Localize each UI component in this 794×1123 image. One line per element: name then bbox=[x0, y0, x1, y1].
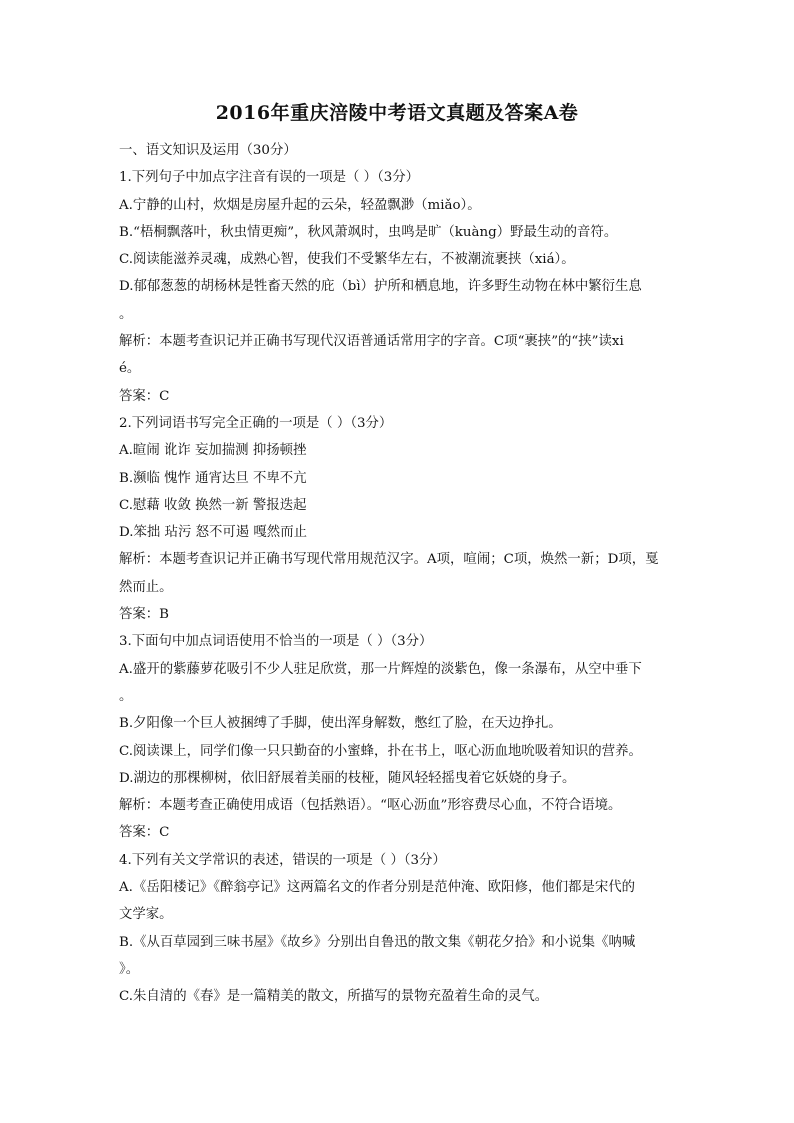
q4-option-c: C.朱自清的《春》是一篇精美的散文，所描写的景物充盈着生命的灵气。 bbox=[119, 989, 549, 1005]
q4-option-a: A.《岳阳楼记》《醉翁亭记》这两篇名文的作者分别是范仲淹、欧阳修，他们都是宋代的 bbox=[119, 880, 636, 896]
q3-option-b: B.夕阳像一个巨人被捆缚了手脚，使出浑身解数，憋红了脸，在天边挣扎。 bbox=[119, 716, 562, 732]
q3-option-d: D.湖边的那棵柳树，依旧舒展着美丽的枝桠，随风轻轻摇曳着它妖娆的身子。 bbox=[119, 770, 576, 786]
q2-analysis-continued: 然而止。 bbox=[119, 579, 173, 595]
q1-answer: 答案：C bbox=[119, 388, 170, 404]
q1-option-c: C.阅读能滋养灵魂，成熟心智，使我们不受繁华左右，不被潮流裹挟（xiá）。 bbox=[119, 252, 575, 268]
q3-option-a: A.盛开的紫藤萝花吸引不少人驻足欣赏，那一片辉煌的淡紫色，像一条瀑布，从空中垂下 bbox=[119, 661, 642, 677]
q2-option-a: A.暄闹 讹诈 妄加揣测 抑扬顿挫 bbox=[119, 443, 307, 459]
q3-option-c: C.阅读课上，同学们像一只只勤奋的小蜜蜂，扑在书上，呕心沥血地吮吸着知识的营养。 bbox=[119, 743, 642, 759]
q1-analysis-continued: é。 bbox=[119, 361, 141, 377]
q1-option-a: A.宁静的山村，炊烟是房屋升起的云朵，轻盈飘渺（miǎo）。 bbox=[119, 197, 481, 213]
q1-analysis: 解析：本题考查识记并正确书写现代汉语普通话常用字的字音。C项“裹挟”的“挟”读xi bbox=[119, 334, 624, 350]
q4-option-a-continued: 文学家。 bbox=[119, 907, 173, 923]
question-3: 3.下面句中加点词语使用不恰当的一项是（ ）（3分） bbox=[119, 634, 433, 650]
question-1: 1.下列句子中加点字注音有误的一项是（ ）（3分） bbox=[119, 170, 420, 186]
q2-option-b: B.濒临 愧怍 通宵达旦 不卑不亢 bbox=[119, 470, 307, 486]
section-heading: 一、语文知识及运用（30分） bbox=[119, 143, 297, 158]
q1-option-b: B.“梧桐飘落叶，秋虫情更痴”，秋风萧飒时，虫鸣是旷（kuàng）野最生动的音符。 bbox=[119, 224, 618, 240]
q4-option-b-continued: 》。 bbox=[119, 961, 140, 977]
q3-analysis: 解析：本题考查正确使用成语（包括熟语）。“呕心沥血”形容费尽心血，不符合语境。 bbox=[119, 798, 622, 814]
question-4: 4.下列有关文学常识的表述，错误的一项是（ ）（3分） bbox=[119, 852, 446, 868]
q3-option-a-continued: 。 bbox=[119, 688, 133, 704]
document-title: 2016年重庆涪陵中考语文真题及答案A卷 bbox=[215, 102, 579, 124]
q1-option-d: D.郁郁葱葱的胡杨林是牲畜天然的庇（bì）护所和栖息地，许多野生动物在林中繁衍生息 bbox=[119, 279, 642, 295]
q2-answer: 答案：B bbox=[119, 607, 170, 623]
q1-option-d-continued: 。 bbox=[119, 306, 133, 322]
q2-option-d: D.笨拙 玷污 怒不可遏 嘎然而止 bbox=[119, 525, 307, 541]
q4-option-b: B.《从百草园到三味书屋》《故乡》分别出自鲁迅的散文集《朝花夕拾》和小说集《呐喊 bbox=[119, 934, 636, 950]
q3-answer: 答案：C bbox=[119, 825, 170, 841]
question-2: 2.下列词语书写完全正确的一项是（ ）（3分） bbox=[119, 415, 393, 431]
q2-analysis: 解析：本题考查识记并正确书写现代常用规范汉字。A项，喧闹；C项，焕然一新；D项，戛 bbox=[119, 552, 659, 568]
document-body bbox=[119, 137, 679, 1011]
q2-option-c: C.慰藉 收敛 换然一新 警报迭起 bbox=[119, 497, 307, 513]
